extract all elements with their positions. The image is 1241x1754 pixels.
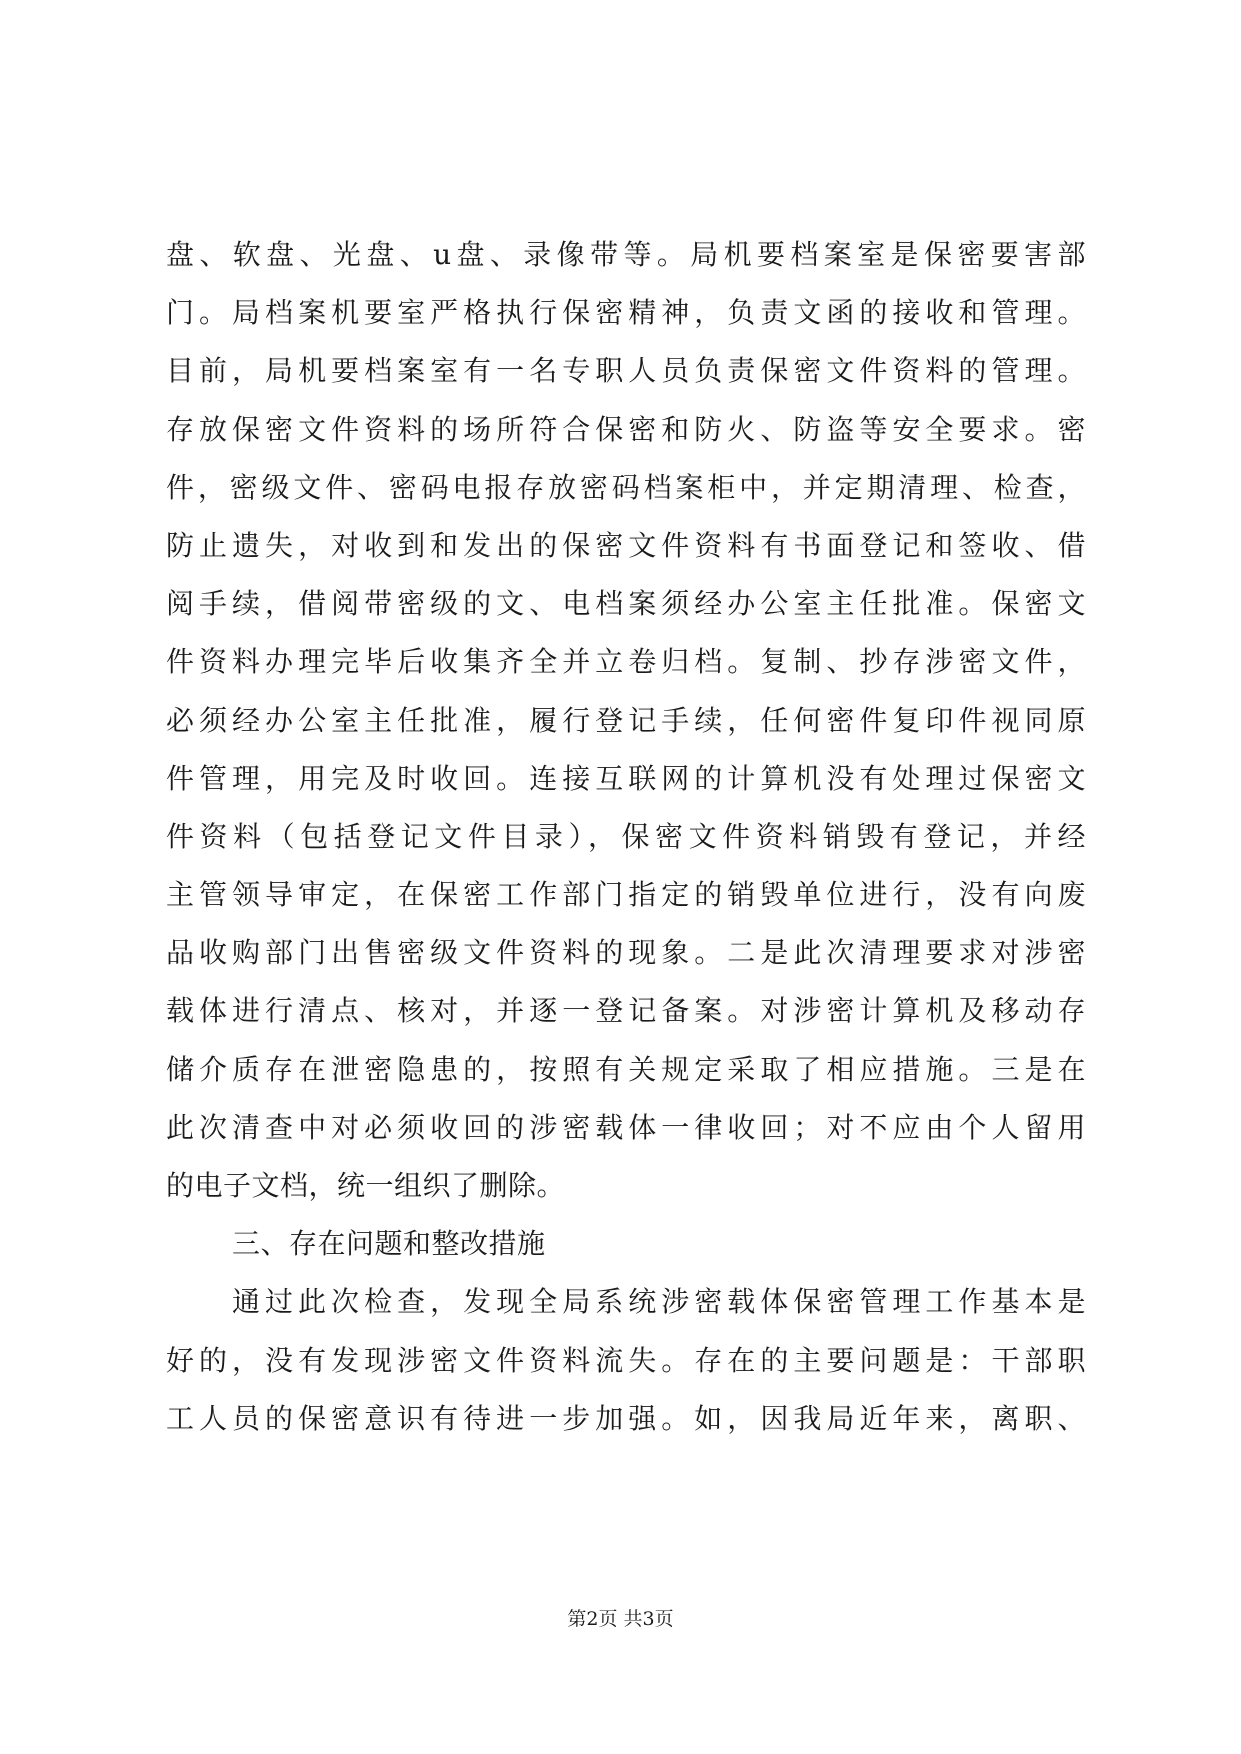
text-line: 工人员的保密意识有待进一步加强。如，因我局近年来，离职、 — [166, 1401, 1086, 1435]
text-line: 件资料（包括登记文件目录），保密文件资料销毁有登记，并经 — [166, 819, 1086, 853]
paragraph-first-line: 通过此次检查，发现全局系统涉密载体保密管理工作基本是 — [232, 1285, 1086, 1319]
text-line: 阅手续，借阅带密级的文、电档案须经办公室主任批准。保密文 — [166, 587, 1086, 621]
text-line: 品收购部门出售密级文件资料的现象。二是此次清理要求对涉密 — [166, 936, 1086, 970]
section-heading: 三、存在问题和整改措施 — [232, 1227, 546, 1261]
text-line: 门。局档案机要室严格执行保密精神，负责文函的接收和管理。 — [166, 296, 1086, 330]
text-line: 主管领导审定，在保密工作部门指定的销毁单位进行，没有向废 — [166, 878, 1086, 912]
text-line: 存放保密文件资料的场所符合保密和防火、防盗等安全要求。密 — [166, 412, 1086, 446]
page-number-footer: 第2页 共3页 — [567, 1608, 674, 1630]
text-line: 目前，局机要档案室有一名专职人员负责保密文件资料的管理。 — [166, 354, 1086, 388]
text-line: 盘、软盘、光盘、u盘、录像带等。局机要档案室是保密要害部 — [166, 238, 1086, 271]
text-line: 载体进行清点、核对，并逐一登记备案。对涉密计算机及移动存 — [166, 994, 1086, 1028]
text-line: 此次清查中对必须收回的涉密载体一律收回；对不应由个人留用 — [166, 1110, 1086, 1144]
text-line: 的电子文档，统一组织了删除。 — [166, 1169, 566, 1202]
text-line: 防止遗失，对收到和发出的保密文件资料有书面登记和签收、借 — [166, 528, 1086, 562]
text-line: 件资料办理完毕后收集齐全并立卷归档。复制、抄存涉密文件， — [166, 645, 1086, 679]
text-line: 件管理，用完及时收回。连接互联网的计算机没有处理过保密文 — [166, 761, 1086, 795]
text-line: 件，密级文件、密码电报存放密码档案柜中，并定期清理、检查， — [166, 470, 1086, 504]
text-line: 必须经办公室主任批准，履行登记手续，任何密件复印件视同原 — [166, 703, 1086, 737]
document-body — [166, 226, 1086, 1448]
text-line: 好的，没有发现涉密文件资料流失。存在的主要问题是：干部职 — [166, 1343, 1086, 1377]
text-line: 储介质存在泄密隐患的，按照有关规定采取了相应措施。三是在 — [166, 1052, 1086, 1086]
